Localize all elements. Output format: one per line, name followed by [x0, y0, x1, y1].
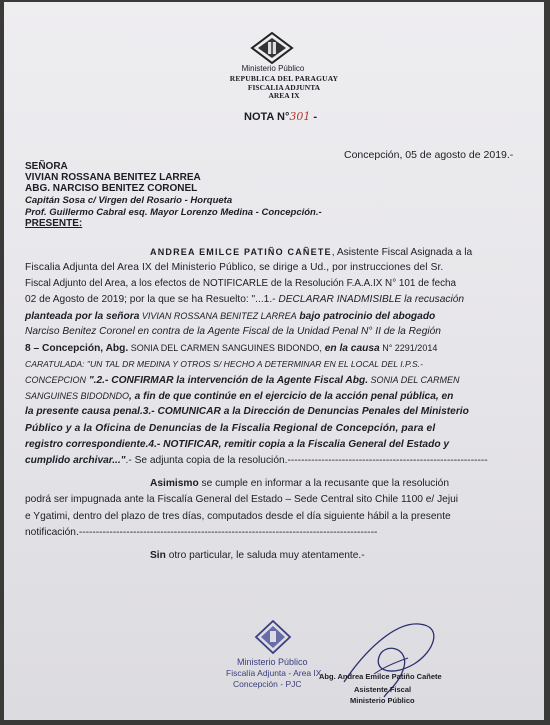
- body-line-17: e Ygatimi, dentro del plazo de tres días, computados desde el día siguiente hábil a la presente: [25, 511, 451, 522]
- seal-logo-icon: [254, 620, 292, 654]
- body-line-9: CONCEPCION ".2.- CONFIRMAR la intervención de la Agente Fiscal Abg. SONIA DEL CARMEN: [25, 375, 460, 386]
- nota-label: NOTA N°: [244, 111, 290, 123]
- body-line-10: SANGUINES BIDODNDO, a fin de que continúe en el ejercicio de la acción penal pública, en: [25, 391, 454, 402]
- body-line-14: cumplido archivar...".- Se adjunta copia de la resolución.-----------------------------------------------------------: [25, 455, 488, 466]
- seal-line-2: Fiscalía Adjunta - Area IX: [226, 668, 322, 678]
- header-office: FISCALIA ADJUNTA: [247, 83, 321, 92]
- document-date: Concepción, 05 de agosto de 2019.-: [344, 149, 514, 161]
- header-institution: Ministerio Público: [241, 64, 305, 73]
- body-line-7: 8 – Concepción, Abg. SONIA DEL CARMEN SANGUINES BIDONDO, en la causa N° 2291/2014: [25, 343, 438, 354]
- recipient-name-1: VIVIAN ROSSANA BENITEZ LARREA: [25, 172, 201, 183]
- header-area: AREA IX: [268, 91, 300, 100]
- signer-org: Ministerio Público: [350, 696, 415, 705]
- body-line-11: la presente causa penal.3.- COMUNICAR a la Dirección de Denuncias Penales del Ministerio: [25, 406, 469, 417]
- signer-role: Asistente Fiscal: [354, 685, 412, 694]
- body-line-15: Asimismo se cumple en informar a la recusante que la resolución: [150, 478, 449, 489]
- closing-line: Sin otro particular, le saluda muy atentamente.-: [150, 550, 365, 561]
- presente-label: PRESENTE:: [25, 218, 83, 229]
- recipient-address-1: Capitán Sosa c/ Virgen del Rosario - Horqueta: [25, 195, 233, 206]
- document-page: [4, 2, 544, 720]
- recipient-address-2: Prof. Guillermo Cabral esq. Mayor Lorenzo Medina - Concepción.-: [25, 207, 322, 218]
- body-line-13: registro correspondiente.4.- NOTIFICAR, remitir copia a la Fiscalia General del Estado y: [25, 439, 450, 450]
- seal-line-3: Concepción - PJC: [233, 679, 302, 689]
- body-line-3: Fiscal Adjunto del Area, a los efectos de NOTIFICARLE de la Resolución F.A.A.IX N° 101 de fecha: [25, 278, 456, 289]
- header-republic: REPUBLICA DEL PARAGUAY: [229, 74, 339, 83]
- body-line-16: podrá ser impugnada ante la Fiscalía General del Estado – Sede Central sito Chile 1100 e/ Jejui: [25, 494, 459, 505]
- body-line-1: ANDREA EMILCE PATIÑO CAÑETE, Asistente Fiscal Asignada a la: [150, 247, 473, 258]
- body-line-2: Fiscalia Adjunta del Area IX del Ministerio Público, se dirige a Ud., por instrucciones del Sr.: [25, 262, 444, 273]
- body-line-12: Público y a la Oficina de Denuncias de la Fiscalia Regional de Concepción, para el: [25, 423, 436, 434]
- body-line-4: 02 de Agosto de 2019; por la que se ha Resuelto: "...1.- DECLARAR INADMISIBLE la recusación: [25, 294, 465, 305]
- body-line-6: Narciso Benitez Coronel en contra de la Agente Fiscal de la Unidad Penal N° II de la Región: [25, 326, 441, 337]
- signer-name: Abg. Andrea Emilce Patiño Cañete: [319, 672, 442, 681]
- body-line-8: CARATULADA: "UN TAL DR MEDINA Y OTROS S/ HECHO A DETERMINAR EN EL LOCAL DEL I.P.S.-: [25, 359, 423, 369]
- seal-line-1: Ministerio Público: [237, 657, 308, 667]
- ministerio-publico-logo-icon: [248, 32, 296, 64]
- body-line-18: notificación.----------------------------------------------------------------------------------------: [25, 527, 378, 538]
- nota-handwritten-number: 301: [289, 110, 311, 123]
- salutation: SEÑORA: [25, 161, 68, 172]
- nota-number: NOTA N°301 -: [244, 110, 318, 123]
- recipient-name-2: ABG. NARCISO BENITEZ CORONEL: [25, 183, 198, 194]
- body-line-5: planteada por la señora VIVIAN ROSSANA BENITEZ LARREA bajo patrocinio del abogado: [25, 311, 436, 322]
